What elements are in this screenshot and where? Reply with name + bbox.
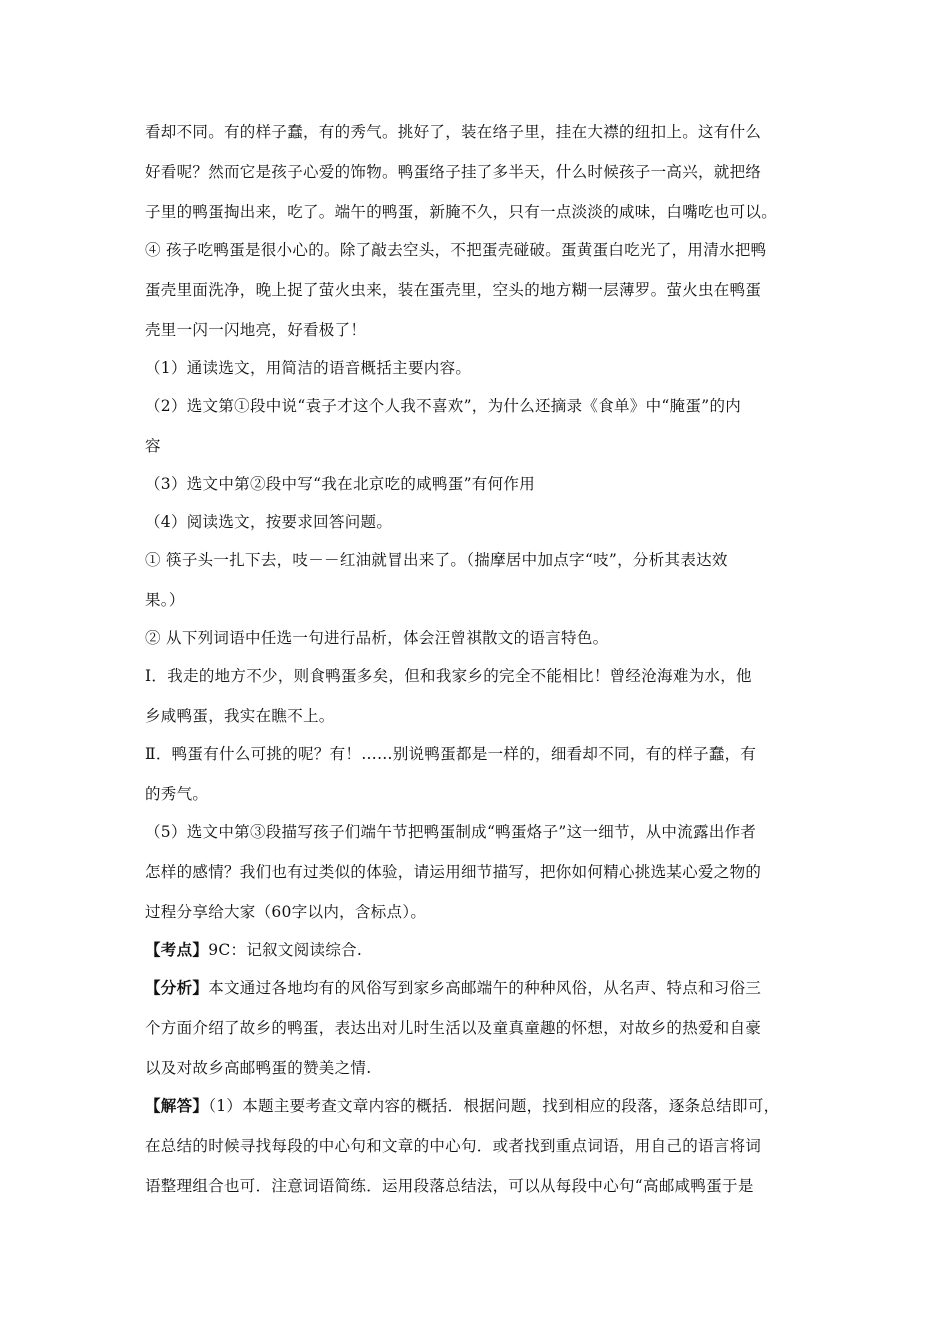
text-line: 子里的鸭蛋掏出来，吃了。端午的鸭蛋，新腌不久，只有一点淡淡的咸味，白嘴吃也可以。 bbox=[145, 203, 778, 221]
text-line: 个方面介绍了故乡的鸭蛋，表达出对儿时生活以及童真童趣的怀想，对故乡的热爱和自豪 bbox=[145, 1019, 762, 1037]
option-i: Ⅰ．我走的地方不少，则食鸭蛋多矣，但和我家乡的完全不能相比！曾经沧海难为水，他 bbox=[145, 667, 752, 685]
text-line: 果。） bbox=[145, 591, 185, 609]
text-line: 的秀气。 bbox=[145, 785, 209, 803]
question-3: （3）选文中第②段中写“我在北京吃的咸鸭蛋”有何作用 bbox=[145, 475, 536, 493]
paragraph-4-start: ④ 孩子吃鸭蛋是很小心的。除了敲去空头，不把蛋壳碰破。蛋黄蛋白吃光了，用清水把鸭 bbox=[145, 241, 767, 259]
jieda-line bbox=[145, 1096, 779, 1116]
question-4-part-1: ① 筷子头一扎下去，吱－－红油就冒出来了。（揣摩居中加点字“吱”，分析其表达效 bbox=[145, 551, 728, 569]
option-ii: Ⅱ．鸭蛋有什么可挑的呢？有！……别说鸭蛋都是一样的，细看却不同，有的样子蠢，有 bbox=[145, 745, 757, 763]
question-2: （2）选文第①段中说“袁子才这个人我不喜欢”，为什么还摘录《食单》中“腌蛋”的内 bbox=[145, 397, 742, 415]
kaodian-text: 9C：记叙文阅读综合. bbox=[208, 941, 363, 959]
question-4-part-2: ② 从下列词语中任选一句进行品析，体会汪曾祺散文的语言特色。 bbox=[145, 629, 609, 647]
kaodian-tag: 【考点】 bbox=[145, 940, 209, 959]
text-line: 以及对故乡高邮鸭蛋的赞美之情. bbox=[145, 1059, 372, 1077]
fenxi-tag: 【分析】 bbox=[145, 978, 209, 997]
text-line: 怎样的感情？我们也有过类似的体验，请运用细节描写，把你如何精心挑选某心爱之物的 bbox=[145, 863, 762, 881]
fenxi-text: 本文通过各地均有的风俗写到家乡高邮端午的种种风俗，从名声、特点和习俗三 bbox=[208, 979, 762, 997]
text-line: 乡咸鸭蛋，我实在瞧不上。 bbox=[145, 707, 335, 725]
text-line: 壳里一闪一闪地亮，好看极了！ bbox=[145, 321, 367, 339]
kaodian-line bbox=[145, 940, 362, 960]
question-1: （1）通读选文，用简洁的语音概括主要内容。 bbox=[145, 359, 472, 377]
fenxi-line bbox=[145, 978, 761, 998]
text-line: 容 bbox=[145, 437, 161, 455]
question-4: （4）阅读选文，按要求回答问题。 bbox=[145, 513, 393, 531]
question-5: （5）选文中第③段描写孩子们端午节把鸭蛋制成“鸭蛋烙子”这一细节，从中流露出作者 bbox=[145, 823, 757, 841]
text-line: 看却不同。有的样子蠢，有的秀气。挑好了，装在络子里，挂在大襟的纽扣上。这有什么 bbox=[145, 123, 762, 141]
text-line: 语整理组合也可．注意词语简练．运用段落总结法，可以从每段中心句“高邮咸鸭蛋于是 bbox=[145, 1177, 754, 1195]
text-line: 好看呢？然而它是孩子心爱的饰物。鸭蛋络子挂了多半天，什么时候孩子一高兴，就把络 bbox=[145, 163, 762, 181]
text-line: 过程分享给大家（60字以内，含标点）。 bbox=[145, 903, 427, 921]
jieda-text: （1）本题主要考查文章内容的概括．根据问题，找到相应的段落，逐条总结即可， bbox=[208, 1097, 780, 1115]
text-line: 在总结的时候寻找每段的中心句和文章的中心句．或者找到重点词语，用自己的语言将词 bbox=[145, 1137, 762, 1155]
text-line: 蛋壳里面洗净，晚上捉了萤火虫来，装在蛋壳里，空头的地方糊一层薄罗。萤火虫在鸭蛋 bbox=[145, 281, 762, 299]
jieda-tag: 【解答】 bbox=[145, 1096, 209, 1115]
